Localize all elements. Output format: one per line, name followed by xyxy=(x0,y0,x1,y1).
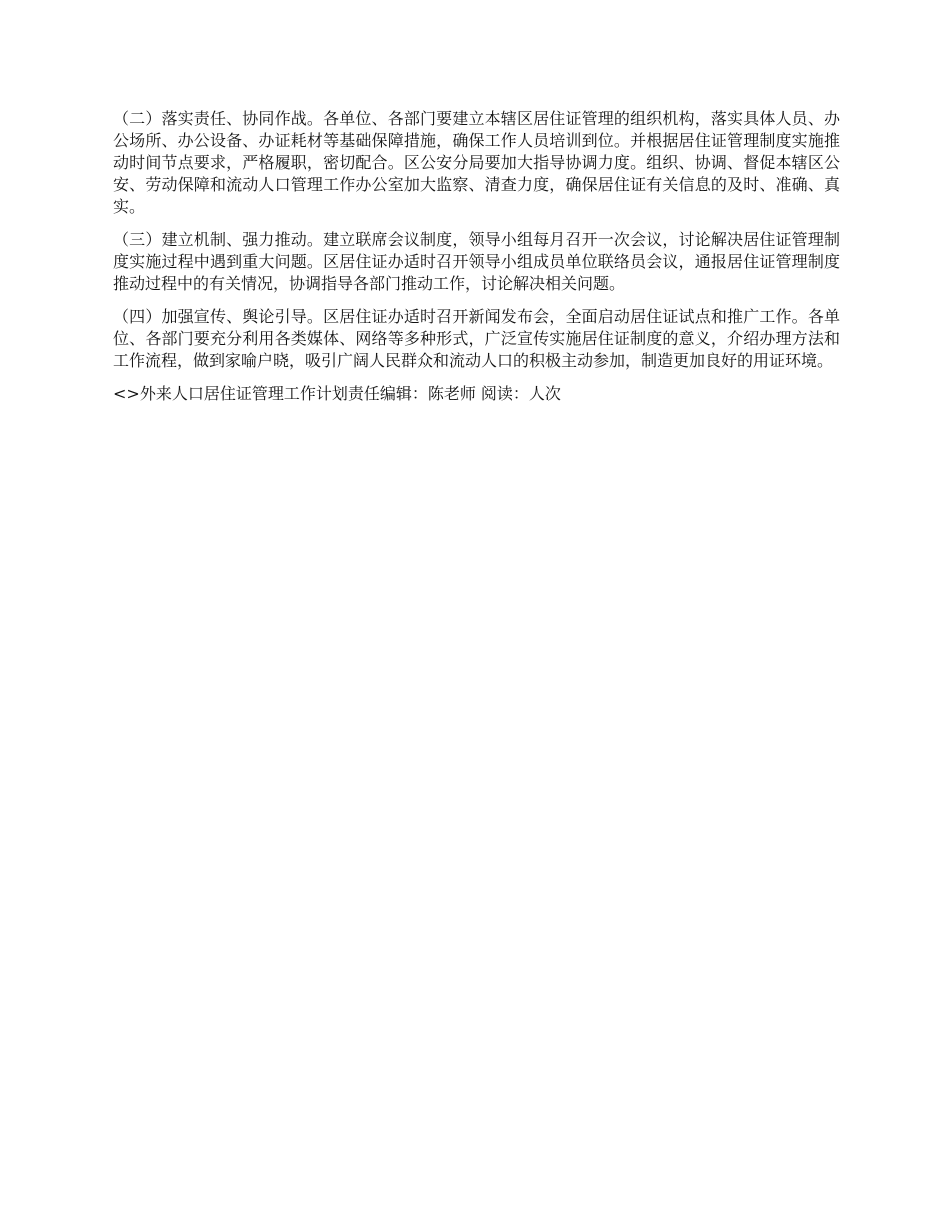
paragraph-publicity: （四）加强宣传、舆论引导。区居住证办适时召开新闻发布会，全面启动居住证试点和推广工作。各单位、各部门要充分利用各类媒体、网络等多种形式，广泛宣传实施居住证制度的意义，介绍办理方法和工作流程，做到家喻户晓，吸引广阔人民群众和流动人口的积极主动参加，制造更加良好的用证环境。 xyxy=(113,307,840,370)
paragraph-mechanism: （三）建立机制、强力推动。建立联席会议制度，领导小组每月召开一次会议，讨论解决居住证管理制度实施过程中遇到重大问题。区居住证办适时召开领导小组成员单位联络员会议，通报居住证管理制度推动过程中的有关情况，协调指导各部门推动工作，讨论解决相关问题。 xyxy=(113,230,840,293)
document-page xyxy=(113,108,840,405)
paragraph-responsibility: （二）落实责任、协同作战。各单位、各部门要建立本辖区居住证管理的组织机构，落实具体人员、办公场所、办公设备、办证耗材等基础保障措施，确保工作人员培训到位。并根据居住证管理制度实施推动时间节点要求，严格履职，密切配合。区公安分局要加大指导协调力度。组织、协调、督促本辖区公安、劳动保障和流动人口管理工作办公室加大监察、清查力度，确保居住证有关信息的及时、准确、真实。 xyxy=(113,109,840,216)
article-footer: <>外来人口居住证管理工作计划责任编辑：陈老师 阅读：人次 xyxy=(113,384,561,403)
